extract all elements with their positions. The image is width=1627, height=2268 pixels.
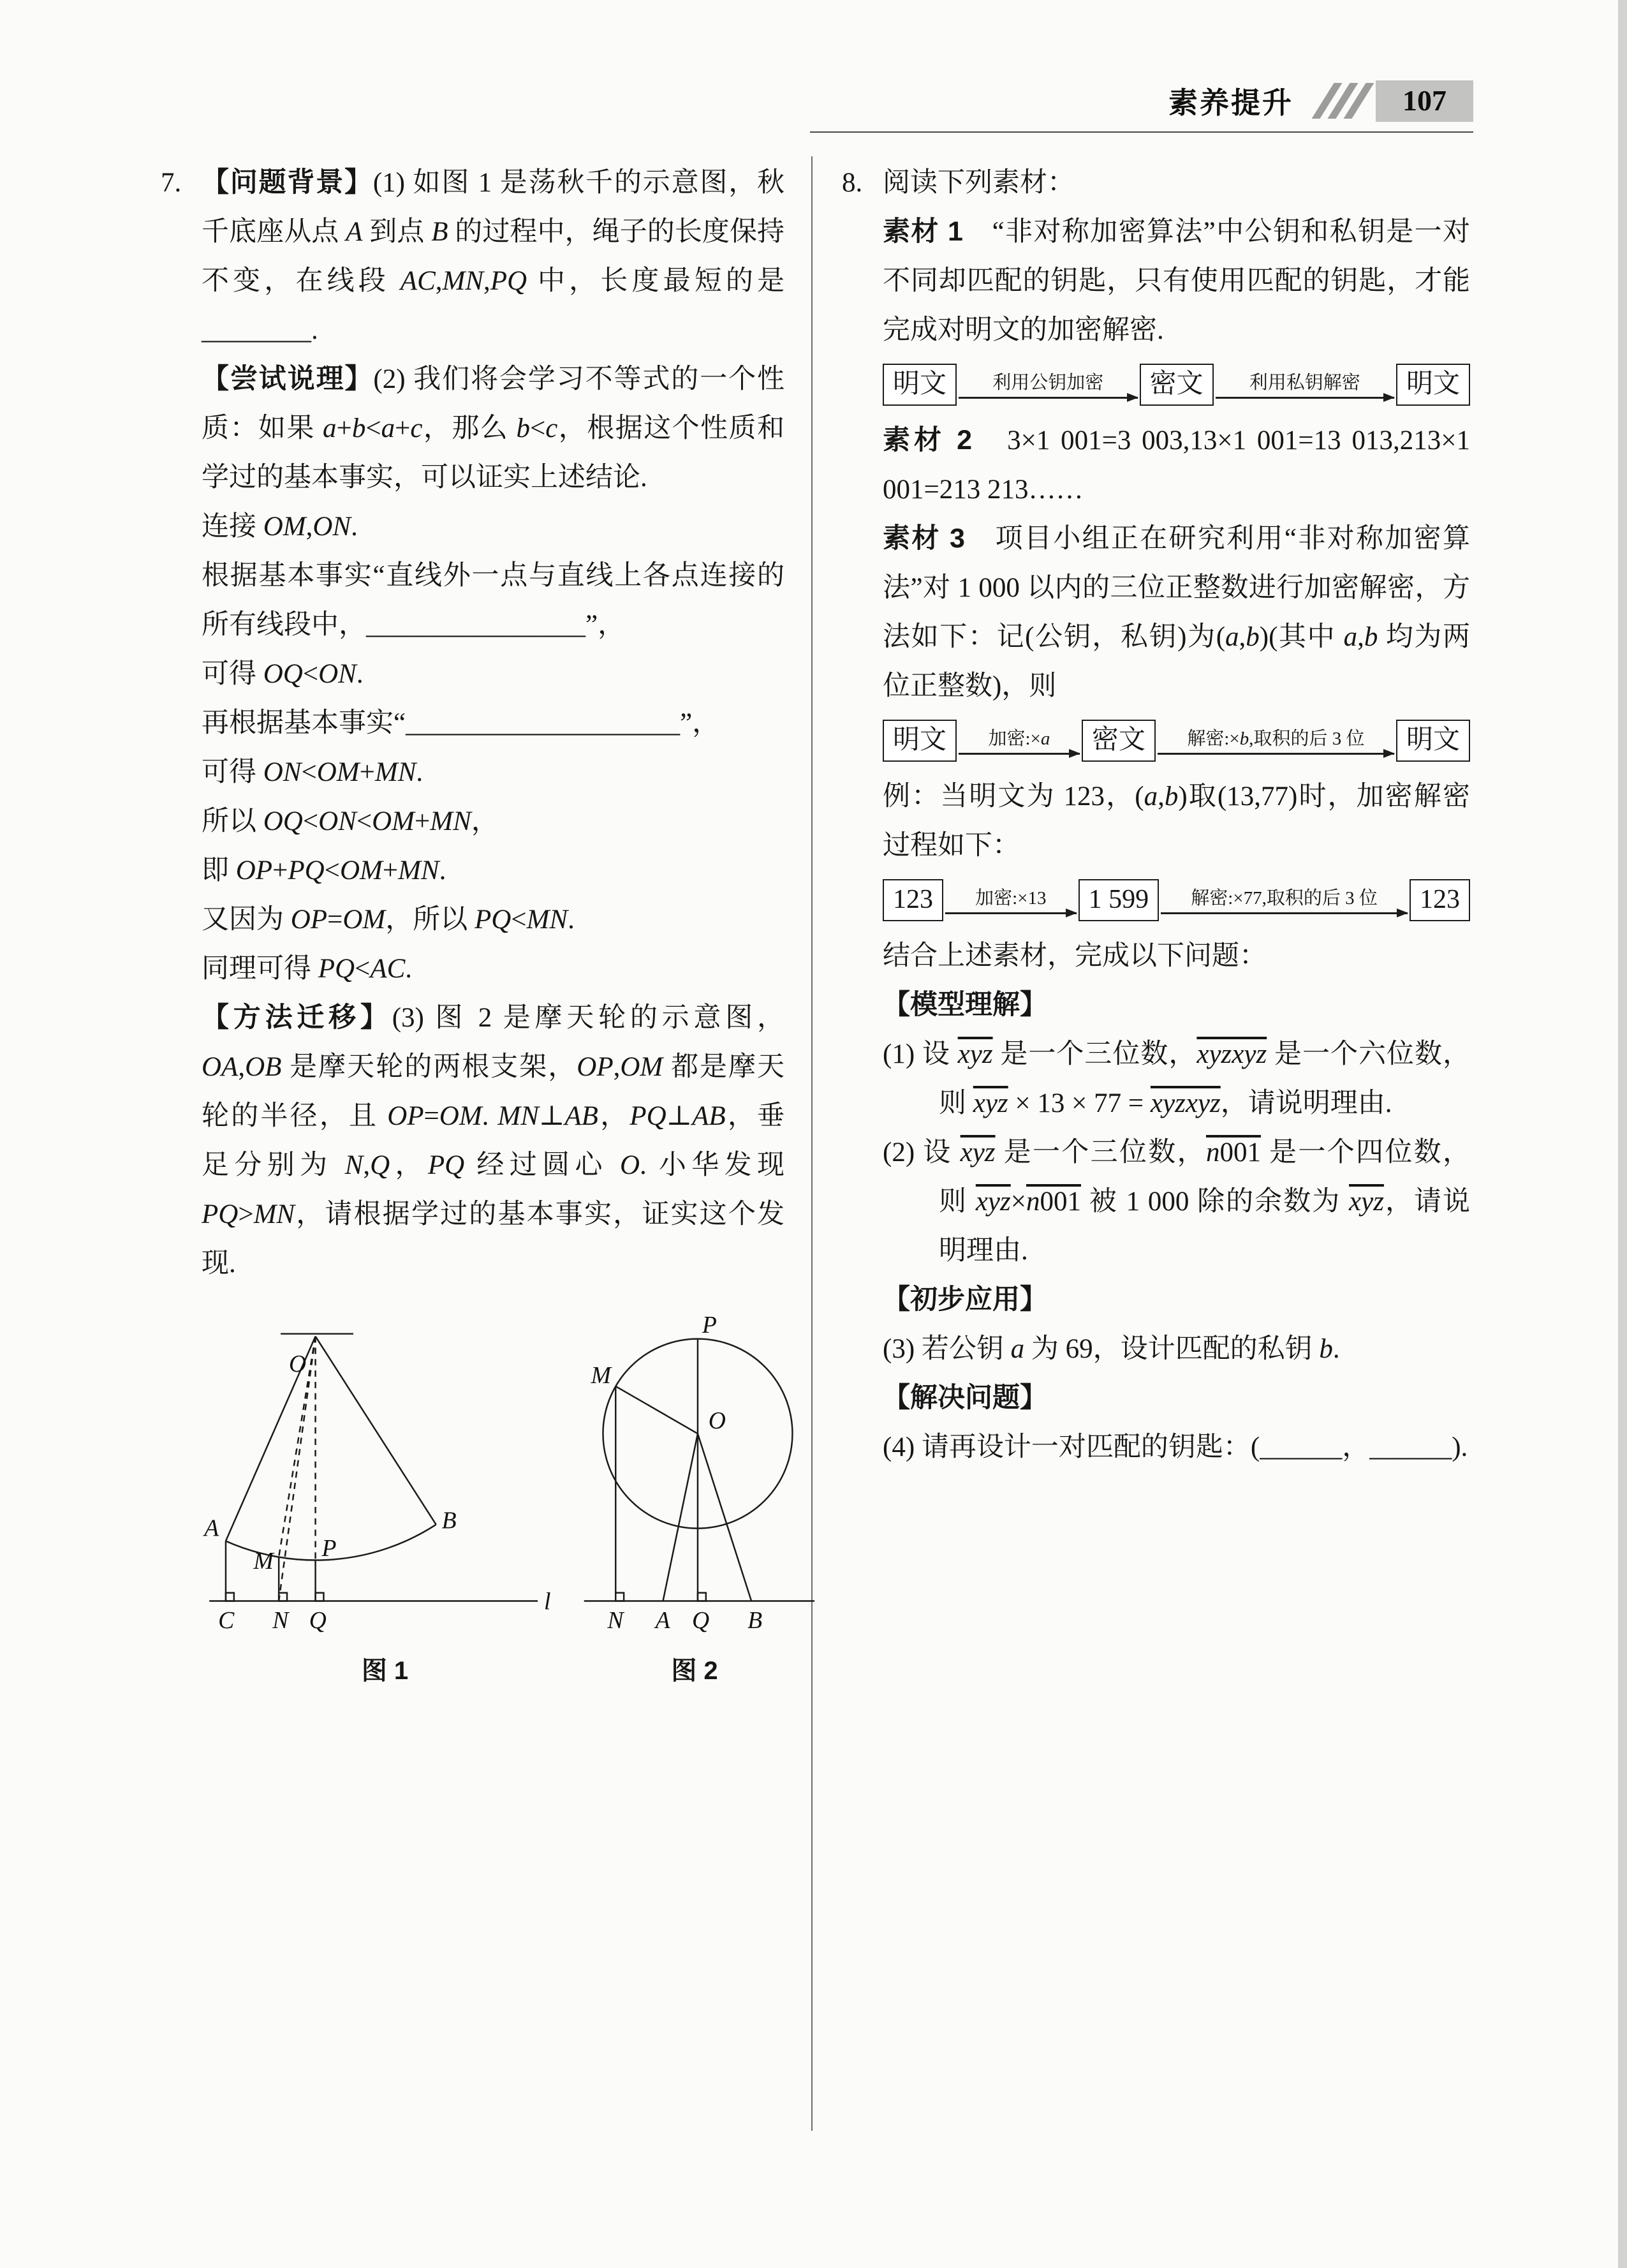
problem-7-number: 7.: [161, 168, 182, 198]
flow3-decrypt-arrow: [1159, 887, 1410, 914]
example-para: 例：当明文为 123，(a,b)取(13,77)时，加密解密过程如下：: [883, 782, 1470, 861]
flow3-encrypt-arrow: [943, 887, 1079, 914]
fig2-label-B: B: [747, 1607, 763, 1634]
problem-8: [842, 158, 1470, 1472]
problem7-step-therefore: 所以 OQ<ON<OM+MN，: [202, 806, 499, 836]
arrow-right-icon: [959, 753, 1080, 755]
combine-para: 结合上述素材，完成以下问题：: [883, 941, 1267, 971]
arrow-right-icon: [1158, 753, 1394, 755]
problem7-step-similarly: 同理可得 PQ<AC.: [202, 954, 413, 984]
section-header-label: 素养提升: [1168, 86, 1293, 119]
scan-edge: [1618, 0, 1627, 2268]
item-2: (2) 设 $\overline{xyz}$ 是一个三位数，n001 是一个四位数，则 $\overline{xyz}\times n001$ 被 1 000 除的余数为 $\overline{xyz}$，请说明理由.: [883, 1138, 1471, 1266]
flow1-encrypt-arrow: [957, 371, 1139, 399]
problem7-step-oq-lt-on: 可得 OQ<ON.: [202, 659, 364, 689]
material-3-para: 素材 3 项目小组正在研究利用“非对称加密算法”对 1 000 以内的三位正整数进行加密解密，方法如下：记(公钥，私钥)为(a,b)(其中 a,b 均为两位正整数)，则: [883, 523, 1470, 701]
encryption-flow-1: [883, 364, 1470, 406]
problem8-intro: 阅读下列素材：: [883, 168, 1075, 198]
material-2-para: 素材 2 3×1 001=3 003,13×1 001=13 013,213×1 001=213 213……: [883, 425, 1470, 505]
fig1-label-B: B: [441, 1507, 457, 1534]
flow2-plaintext-box: 明文: [883, 720, 957, 762]
arrow-right-icon: [959, 397, 1137, 399]
material-1-para: 素材 1 “非对称加密算法”中公钥和私钥是一对不同却匹配的钥匙，只有使用匹配的钥匙，才能完成对明文的加密解密.: [883, 216, 1470, 345]
figure-2: [568, 1314, 821, 1687]
item-3: (3) 若公钥 a 为 69，设计匹配的私钥 b.: [883, 1334, 1340, 1364]
problem7-step-op-eq-om: 又因为 OP=OM，所以 PQ<MN.: [202, 905, 575, 935]
figure-1-caption: 图 1: [361, 1657, 409, 1685]
arrow-right-icon: [1161, 912, 1408, 914]
fig1-label-Q: Q: [309, 1607, 327, 1634]
flow2-decrypt-label: 解密:×b,取积的后 3 位: [1187, 728, 1365, 749]
fig2-label-O: O: [708, 1407, 726, 1435]
fig1-label-P: P: [321, 1535, 337, 1562]
flow3-cipher-box: 1 599: [1079, 879, 1160, 921]
fig2-label-Q: Q: [692, 1607, 710, 1634]
figure-2-caption: 图 2: [671, 1657, 718, 1685]
flow3-decrypt-label: 解密:×77,取积的后 3 位: [1191, 887, 1378, 908]
rope-OB: [316, 1337, 436, 1525]
fig1-label-O: O: [288, 1351, 307, 1378]
fig1-label-l: l: [544, 1588, 551, 1615]
right-angle-mark: [698, 1593, 706, 1601]
flow2-decrypt-arrow: [1156, 727, 1396, 755]
figure-1-swing-diagram: [202, 1314, 568, 1636]
item-4: (4) 请再设计一对匹配的钥匙：(______，______).: [883, 1432, 1468, 1462]
decorative-slashes-icon: [1315, 83, 1363, 119]
encryption-flow-3: [883, 879, 1470, 921]
flow2-plaintext-result-box: 明文: [1396, 720, 1470, 762]
flow3-encrypt-label: 加密:×13: [975, 887, 1047, 908]
page-number: 107: [1376, 80, 1473, 122]
figures-row: [202, 1314, 784, 1687]
encryption-flow-2: [883, 720, 1470, 762]
fig2-label-P: P: [702, 1314, 717, 1338]
problem7-step-fact1: 根据基本事实“直线外一点与直线上各点连接的所有线段中，________________”，: [202, 561, 784, 640]
initial-application-heading: 【初步应用】: [883, 1284, 1047, 1315]
problem7-step-op-pq: 即 OP+PQ<OM+MN.: [202, 856, 446, 886]
fig2-label-A: A: [655, 1607, 670, 1634]
flow2-ciphertext-box: 密文: [1082, 720, 1156, 762]
flow1-encrypt-label: 利用公钥加密: [992, 372, 1104, 393]
problem-8-number: 8.: [842, 168, 863, 198]
header-rule: [810, 131, 1473, 133]
fig1-label-N: N: [272, 1607, 289, 1634]
fig2-label-N: N: [607, 1607, 624, 1634]
problem7-transfer-para: 【方法迁移】(3) 图 2 是摩天轮的示意图，OA,OB 是摩天轮的两根支架，OP,OM 都是摩天轮的半径，且 OP=OM. MN⊥AB，PQ⊥AB，垂足分别为 N,Q，PQ 经过圆心 O. 小华发现 PQ>MN，请根据学过的基本事实，证实这个发现.: [202, 1002, 785, 1279]
problem-7: [161, 158, 784, 1687]
flow1-decrypt-label: 利用私钥解密: [1249, 372, 1360, 393]
right-angle-mark: [615, 1593, 624, 1601]
figure-1: [202, 1314, 568, 1687]
flow3-input-box: 123: [883, 879, 943, 921]
right-angle-mark: [316, 1593, 324, 1601]
problem7-step-connect: 连接 OM,ON.: [202, 512, 358, 542]
page-header: [810, 78, 1473, 124]
right-angle-mark: [226, 1593, 234, 1601]
item-1: (1) 设 $\overline{xyz}$ 是一个三位数，xyzxyz 是一个六位数，则 $\overline{xyz} \times 13 \times 77$ = xyzxyz，请说明理由.: [883, 1039, 1471, 1118]
problem7-background-para: 【问题背景】(1) 如图 1 是荡秋千的示意图，秋千底座从点 A 到点 B 的过程中，绳子的长度保持不变，在线段 AC,MN,PQ 中，长度最短的是________.: [202, 167, 785, 345]
fig1-label-M: M: [253, 1548, 274, 1575]
arrow-right-icon: [1216, 397, 1394, 399]
model-understanding-heading: 【模型理解】: [883, 989, 1047, 1020]
figure-2-ferris-wheel-diagram: [568, 1314, 821, 1636]
flow1-plaintext-result-box: 明文: [1396, 364, 1470, 406]
fig1-label-A: A: [204, 1515, 219, 1542]
flow2-encrypt-label: 加密:×a: [988, 728, 1050, 749]
flow1-plaintext-box: 明文: [883, 364, 957, 406]
radius-OM: [615, 1386, 698, 1434]
fig1-label-C: C: [218, 1607, 235, 1634]
support-OA: [663, 1434, 698, 1601]
column-divider: [811, 156, 813, 2131]
solve-problem-heading: 【解决问题】: [883, 1382, 1047, 1413]
flow1-decrypt-arrow: [1214, 371, 1396, 399]
problem7-step-on-lt-sum: 可得 ON<OM+MN.: [202, 757, 423, 787]
problem7-step-fact2: 再根据基本事实“____________________”，: [202, 708, 720, 738]
flow2-encrypt-arrow: [957, 727, 1082, 755]
flow3-result-box: 123: [1410, 879, 1470, 921]
fig2-label-M: M: [591, 1361, 611, 1389]
flow1-ciphertext-box: 密文: [1140, 364, 1214, 406]
arrow-right-icon: [945, 912, 1077, 914]
problem7-reasoning-para: 【尝试说理】(2) 我们将会学习不等式的一个性质：如果 a+b<a+c，那么 b<c，根据这个性质和学过的基本事实，可以证实上述结论.: [202, 364, 785, 493]
